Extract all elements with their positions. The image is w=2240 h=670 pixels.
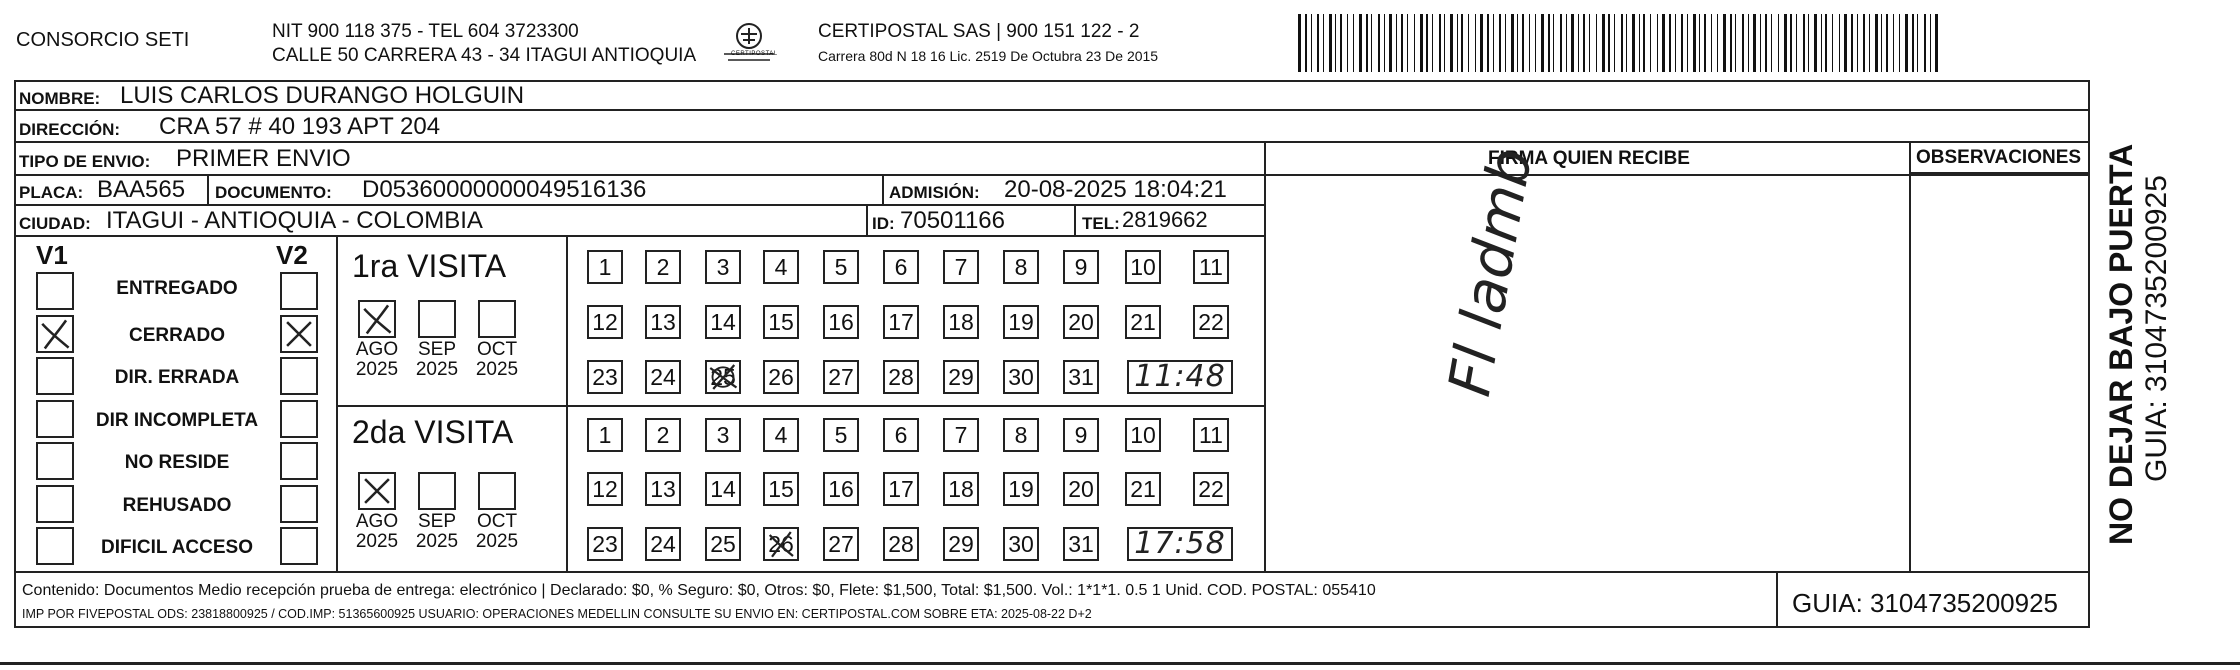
day-box[interactable]: [763, 472, 799, 506]
v2-checkbox[interactable]: [280, 485, 318, 523]
day-number: 27: [828, 364, 854, 390]
v1-checkbox[interactable]: [36, 442, 74, 480]
admision-value: 20-08-2025 18:04:21: [1004, 176, 1227, 203]
month-label: [469, 512, 525, 552]
month-year: 2025: [355, 530, 399, 552]
day-box[interactable]: [1003, 527, 1039, 561]
day-box[interactable]: [587, 305, 623, 339]
month-checkbox[interactable]: [358, 300, 396, 338]
signature: Fl ladmb: [1435, 143, 1546, 401]
month-name: SEP: [417, 511, 457, 532]
license-line: Carrera 80d N 18 16 Lic. 2519 De Octubra 23 De 2015: [818, 48, 1159, 64]
day-number: 31: [1068, 531, 1094, 557]
day-number: 9: [1074, 254, 1088, 280]
day-number: 5: [834, 254, 848, 280]
documento-label: DOCUMENTO:: [215, 183, 332, 202]
day-box[interactable]: [645, 527, 681, 561]
day-number: 26: [768, 364, 794, 390]
day-number: 10: [1130, 254, 1156, 280]
day-number: 6: [894, 254, 908, 280]
day-box[interactable]: [1003, 472, 1039, 506]
day-box[interactable]: [705, 418, 741, 452]
side-guia: GUIA: 3104735200925: [2140, 175, 2173, 482]
day-number: 18: [948, 476, 974, 502]
day-box[interactable]: [943, 527, 979, 561]
day-number: 1: [598, 254, 612, 280]
day-box[interactable]: [1063, 472, 1099, 506]
day-number: 12: [592, 309, 618, 335]
day-number: 15: [768, 309, 794, 335]
month-name: SEP: [417, 339, 457, 360]
day-box[interactable]: [943, 360, 979, 394]
day-box[interactable]: [587, 472, 623, 506]
day-box[interactable]: [1193, 305, 1229, 339]
id-value: 70501166: [900, 207, 1005, 234]
month-year: 2025: [415, 530, 459, 552]
day-box[interactable]: [705, 250, 741, 284]
tel-label: TEL:: [1082, 214, 1120, 233]
month-year: 2025: [355, 358, 399, 380]
month-checkbox[interactable]: [418, 300, 456, 338]
day-box[interactable]: [823, 360, 859, 394]
day-number: 7: [954, 254, 968, 280]
day-number: 4: [774, 254, 788, 280]
day-box[interactable]: [705, 472, 741, 506]
day-number: 2: [656, 422, 670, 448]
day-box[interactable]: [1125, 250, 1161, 284]
placa-value: BAA565: [97, 176, 186, 203]
day-number: 27: [828, 531, 854, 557]
day-box[interactable]: [883, 360, 919, 394]
day-box[interactable]: [1193, 418, 1229, 452]
status-option-label: CERRADO: [128, 325, 226, 346]
month-checkbox[interactable]: [358, 472, 396, 510]
month-year: 2025: [475, 358, 519, 380]
day-box[interactable]: [587, 418, 623, 452]
month-checkbox[interactable]: [478, 300, 516, 338]
day-number: 30: [1008, 364, 1034, 390]
day-box[interactable]: [943, 418, 979, 452]
day-number: 30: [1008, 531, 1034, 557]
day-number: 23: [592, 531, 618, 557]
month-label: [409, 512, 465, 552]
v2-checkbox[interactable]: [280, 442, 318, 480]
day-number: 25: [710, 364, 736, 390]
day-box[interactable]: [1193, 472, 1229, 506]
day-box[interactable]: [1063, 418, 1099, 452]
day-number: 26: [768, 531, 794, 557]
day-box[interactable]: [883, 250, 919, 284]
tipo-envio-value: PRIMER ENVIO: [176, 145, 351, 172]
firma-header: FIRMA QUIEN RECIBE: [1488, 148, 1690, 169]
day-number: 4: [774, 422, 788, 448]
ciudad-value: ITAGUI - ANTIOQUIA - COLOMBIA: [106, 207, 483, 234]
day-number: 24: [650, 364, 676, 390]
day-number: 7: [954, 422, 968, 448]
month-label: [349, 512, 405, 552]
company-name: CONSORCIO SETI: [16, 29, 190, 51]
month-checkbox[interactable]: [418, 472, 456, 510]
day-box[interactable]: [823, 250, 859, 284]
day-number: 28: [888, 531, 914, 557]
handwritten-time: 11:48: [1134, 359, 1226, 394]
v1-checkbox[interactable]: [36, 527, 74, 565]
day-box[interactable]: [763, 305, 799, 339]
day-number: 16: [828, 309, 854, 335]
day-number: 13: [650, 309, 676, 335]
day-box[interactable]: [645, 418, 681, 452]
nombre-value: LUIS CARLOS DURANGO HOLGUIN: [120, 82, 525, 109]
day-box[interactable]: [763, 360, 799, 394]
logo-label: CERTIPOSTAL: [731, 51, 778, 57]
month-name: AGO: [355, 511, 399, 532]
barcode: [1298, 14, 1938, 72]
side-notice: NO DEJAR BAJO PUERTA: [2103, 143, 2139, 545]
day-box[interactable]: [883, 418, 919, 452]
month-name: OCT: [476, 511, 518, 532]
day-number: 29: [948, 364, 974, 390]
day-box[interactable]: [883, 472, 919, 506]
footer-guia: GUIA: 3104735200925: [1792, 588, 2058, 618]
day-number: 29: [948, 531, 974, 557]
day-box[interactable]: [1063, 360, 1099, 394]
day-box[interactable]: [823, 527, 859, 561]
day-number: 16: [828, 476, 854, 502]
day-box[interactable]: [763, 418, 799, 452]
handwritten-time: 17:58: [1134, 526, 1226, 561]
day-number: 3: [716, 254, 730, 280]
day-box[interactable]: [823, 472, 859, 506]
day-box[interactable]: [883, 305, 919, 339]
day-number: 5: [834, 422, 848, 448]
day-number: 11: [1199, 422, 1223, 448]
address-line: CALLE 50 CARRERA 43 - 34 ITAGUI ANTIOQUIA: [272, 45, 697, 66]
month-checkbox[interactable]: [478, 472, 516, 510]
v2-checkbox[interactable]: [280, 272, 318, 310]
day-number: 8: [1014, 422, 1028, 448]
day-number: 19: [1008, 309, 1034, 335]
status-option-label: REHUSADO: [122, 495, 232, 516]
day-number: 28: [888, 364, 914, 390]
day-number: 1: [598, 422, 612, 448]
month-label: [349, 340, 405, 380]
day-number: 22: [1198, 309, 1224, 335]
day-number: 19: [1008, 476, 1034, 502]
visita1-title: 1ra VISITA: [352, 248, 507, 284]
day-box[interactable]: [1063, 527, 1099, 561]
day-number: 20: [1068, 309, 1094, 335]
v1-checkbox[interactable]: [36, 315, 74, 353]
v2-checkbox[interactable]: [280, 315, 318, 353]
v2-label: V2: [276, 240, 308, 270]
nit-line: NIT 900 118 375 - TEL 604 3723300: [272, 21, 579, 42]
day-box[interactable]: [1125, 418, 1161, 452]
status-option-label: ENTREGADO: [116, 278, 238, 299]
direccion-value: CRA 57 # 40 193 APT 204: [159, 113, 441, 140]
ciudad-label: CIUDAD:: [19, 214, 91, 233]
day-number: 20: [1068, 476, 1094, 502]
day-box[interactable]: [587, 250, 623, 284]
footer-contenido: Contenido: Documentos Medio recepción prueba de entrega: electrónico | Declarado: $0, % Seguro: $0, Otros: $0, Flete: $1,500, Total: $1,500. Vol.: 1*1*1. 0.5 1 Unid. COD. POSTAL: 055410: [22, 582, 1376, 599]
day-number: 3: [716, 422, 730, 448]
day-number: 14: [710, 476, 736, 502]
day-box[interactable]: [1063, 250, 1099, 284]
day-box[interactable]: [705, 360, 741, 394]
day-box[interactable]: [1003, 418, 1039, 452]
month-label: [469, 340, 525, 380]
visita2-title: 2da VISITA: [352, 414, 514, 450]
day-number: 11: [1199, 254, 1223, 280]
day-box[interactable]: [587, 360, 623, 394]
placa-label: PLACA:: [19, 183, 84, 202]
day-box[interactable]: [823, 418, 859, 452]
day-number: 17: [888, 309, 914, 335]
v1-label: V1: [36, 240, 68, 270]
day-number: 13: [650, 476, 676, 502]
day-box[interactable]: [943, 250, 979, 284]
day-box[interactable]: [943, 472, 979, 506]
day-box[interactable]: [645, 250, 681, 284]
certipostal-line: CERTIPOSTAL SAS | 900 151 122 - 2: [818, 21, 1140, 42]
v2-checkbox[interactable]: [280, 357, 318, 395]
v2-checkbox[interactable]: [280, 527, 318, 565]
day-number: 2: [656, 254, 670, 280]
day-box[interactable]: [1003, 250, 1039, 284]
v1-checkbox[interactable]: [36, 485, 74, 523]
certipostal-logo-icon: [714, 20, 784, 68]
observaciones-header: OBSERVACIONES: [1916, 147, 2082, 168]
day-box[interactable]: [1193, 250, 1229, 284]
v1-checkbox[interactable]: [36, 400, 74, 438]
day-number: 14: [710, 309, 736, 335]
v2-checkbox[interactable]: [280, 400, 318, 438]
month-year: 2025: [475, 530, 519, 552]
day-number: 12: [592, 476, 618, 502]
day-number: 24: [650, 531, 676, 557]
day-number: 6: [894, 422, 908, 448]
id-label: ID:: [872, 214, 895, 233]
day-box[interactable]: [645, 305, 681, 339]
day-box[interactable]: [883, 527, 919, 561]
day-box[interactable]: [763, 250, 799, 284]
status-option-label: DIFICIL ACCESO: [100, 537, 253, 558]
day-box[interactable]: [705, 305, 741, 339]
tel-value: 2819662: [1122, 207, 1208, 232]
footer-imp: IMP POR FIVEPOSTAL ODS: 23818800925 / COD.IMP: 51365600925 USUARIO: OPERACIONES MEDELLIN CONSULTE SU ENVIO EN: CERTIPOSTAL.COM SOBRE ETA: 2025-08-22 D+2: [22, 607, 1092, 621]
day-box[interactable]: [1063, 305, 1099, 339]
day-box[interactable]: [1125, 305, 1161, 339]
day-number: 25: [710, 531, 736, 557]
day-number: 23: [592, 364, 618, 390]
day-box[interactable]: [705, 527, 741, 561]
admision-label: ADMISIÓN:: [889, 183, 980, 202]
day-number: 31: [1068, 364, 1094, 390]
status-option-label: DIR INCOMPLETA: [95, 410, 259, 431]
documento-value: D05360000000049516136: [362, 176, 647, 203]
nombre-label: NOMBRE:: [19, 89, 101, 108]
day-box[interactable]: [1003, 360, 1039, 394]
day-box[interactable]: [645, 472, 681, 506]
day-number: 8: [1014, 254, 1028, 280]
day-box[interactable]: [587, 527, 623, 561]
direccion-label: DIRECCIÓN:: [19, 120, 121, 139]
day-box[interactable]: [763, 527, 799, 561]
day-box[interactable]: [1125, 472, 1161, 506]
day-box[interactable]: [943, 305, 979, 339]
status-option-label: DIR. ERRADA: [114, 367, 240, 388]
day-box[interactable]: [823, 305, 859, 339]
month-label: [409, 340, 465, 380]
day-number: 22: [1198, 476, 1224, 502]
v1-checkbox[interactable]: [36, 272, 74, 310]
day-number: 21: [1130, 476, 1156, 502]
day-number: 10: [1130, 422, 1156, 448]
day-number: 17: [888, 476, 914, 502]
month-year: 2025: [415, 358, 459, 380]
v1-checkbox[interactable]: [36, 357, 74, 395]
day-number: 21: [1130, 309, 1156, 335]
month-name: AGO: [355, 339, 399, 360]
day-box[interactable]: [645, 360, 681, 394]
day-box[interactable]: [1003, 305, 1039, 339]
day-number: 18: [948, 309, 974, 335]
tipo-envio-label: TIPO DE ENVIO:: [19, 152, 151, 171]
day-number: 9: [1074, 422, 1088, 448]
day-number: 15: [768, 476, 794, 502]
time-box[interactable]: [1127, 527, 1233, 561]
time-box[interactable]: [1127, 360, 1233, 394]
month-name: OCT: [476, 339, 518, 360]
status-option-label: NO RESIDE: [124, 452, 230, 473]
